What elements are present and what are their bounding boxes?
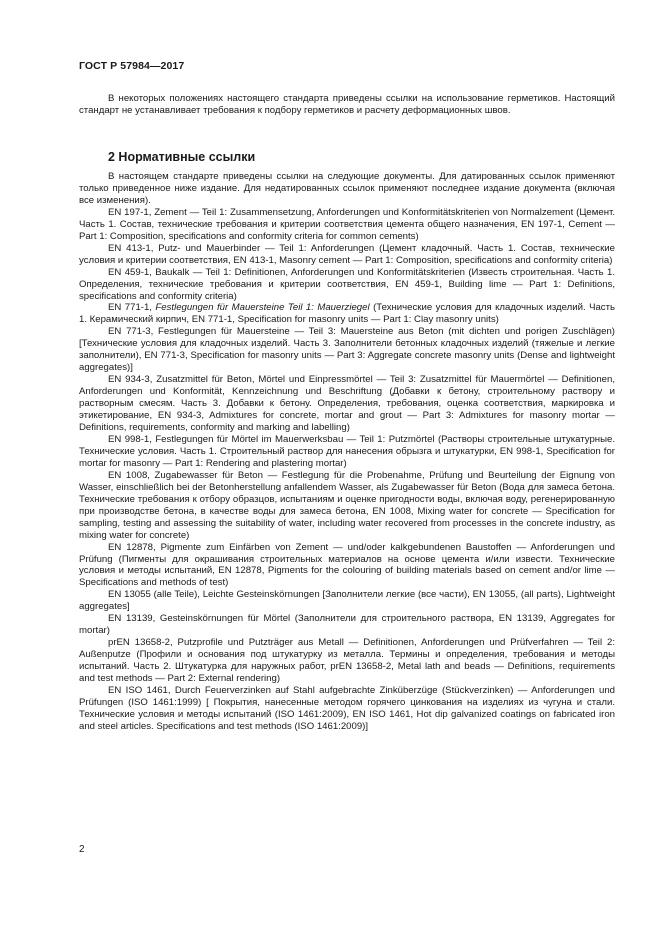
reference-en-iso-1461: EN ISO 1461, Durch Feuerverzinken auf Stahl aufgebrachte Zinküberzüge (Stückverzinken) — Anforderungen und Prüfungen (ISO 1461:1999) [ Покрытия, нанесенные методом горячего цинкования на изделиях из чугуна и стали. Технические условия и методы испытаний (ISO 1461:2009), EN ISO 1461, Hot dip galvanized coatings on fabricated iron and steel articles. Specifications and test methods (ISO 1461:2009)]: [79, 684, 615, 732]
section-body: [79, 171, 615, 733]
reference-en-12878: EN 12878, Pigmente zum Einfärben von Zement — und/oder kalkgebundenen Baustoffen — Anforderungen und Prüfung (Пигменты для окрашивания строительных материалов на основе цемента и/или извести. Технические условия и методы испытаний, EN 12878, Pigments for the colouring of building materials based on cement and/or lime — Specifications and methods of test): [79, 541, 615, 589]
reference-en-771-1-title: Festlegungen für Mauersteine Teil 1: Mauerziegel: [155, 302, 370, 314]
reference-pren-13658-2: prEN 13658-2, Putzprofile und Putzträger aus Metall — Definitionen, Anforderungen und Prüfverfahren — Teil 2: Außenputze (Профили и основания под штукатурку из металла. Термины и определения, требования и методы испытаний. Часть 2. Штукатурка для наружных работ, prEN 13658-2, Metal lath and beads — Definitions, requirements and test methods — Part 2: External rendering): [79, 637, 615, 685]
section-lead-paragraph: В настоящем стандарте приведены ссылки на следующие документы. Для датированных ссылок применяют только приведенное ниже издание. Для недатированных ссылок применяют последнее издание документа (включая все изменения).: [79, 171, 615, 206]
reference-en-771-3: EN 771-3, Festlegungen für Mauersteine — Teil 3: Mauersteine aus Beton (mit dichten und porigen Zuschlägen) [Технические условия для кладочных изделий. Часть 3. Заполнители бетонных кладочных изделий (тяжелые и легкие заполнители), EN 771-3, Specification for masonry units — Part 3: Aggregate concrete masonry units (Dense and lightweight aggregates)]: [79, 326, 615, 374]
reference-en-459-1: EN 459-1, Baukalk — Teil 1: Definitionen, Anforderungen und Konformitätskriterien (Известь строительная. Часть 1. Определения, технические требования и критерии соответствия, EN 459-1, Building lime — Part 1: Definitions, specifications and conformity criteria): [79, 266, 615, 302]
reference-en-934-3: EN 934-3, Zusatzmittel für Beton, Mörtel und Einpressmörtel — Teil 3: Zusatzmittel für Mauermörtel — Definitionen, Anforderungen und Konformität, Kennzeichnung und Beschriftung (Добавки к бетону, строительному раствору и растворным смесям. Часть 3. Добавки к бетону. Определения, требования, оценка соответствия, маркировка и этикетирование, EN 934-3, Admixtures for concrete, mortar and grout — Part 3: Admixtures for masonry mortar — Definitions, requirements, conformity and marking and labelling): [79, 374, 615, 434]
reference-en-771-1-prefix: EN 771-1,: [108, 302, 156, 314]
reference-en-13139: EN 13139, Gesteinskörnungen für Mörtel (Заполнители для строительного раствора, EN 13139, Aggregates for mortar): [79, 613, 615, 637]
reference-en-771-1: [79, 302, 615, 326]
reference-en-413-1: EN 413-1, Putz- und Mauerbinder — Teil 1: Anforderungen (Цемент кладочный. Часть 1. Состав, технические условия и критерии соответствия, EN 413-1, Masonry cement — Part 1: Composition, specifications and conformity criteria): [79, 242, 615, 266]
reference-en-13055: EN 13055 (alle Teile), Leichte Gesteinskörnungen [Заполнители легкие (все части), EN 13055, (all parts), Lightweight aggregates]: [79, 589, 615, 613]
section-title: 2 Нормативные ссылки: [108, 150, 256, 164]
reference-en-771-1-suffix: (Технические условия для кладочных изделий. Часть 1. Керамический кирпич, EN 771-1, Specification for masonry units — Part 1: Clay masonry units): [79, 302, 615, 326]
reference-en-1008: EN 1008, Zugabewasser für Beton — Festlegung für die Probenahme, Prüfung und Beurteilung der Eignung von Wasser, einschließlich bei der Betonherstellung anfallendem Wasser, als Zugabewasser für Beton (Вода для замеса бетона. Технические требования к отбору образцов, испытаниям и оценке пригодности воды, включая воду, регенерированную при производстве бетона, в качестве воды для замеса бетона, EN 1008, Mixing water for concrete — Specification for sampling, testing and assessing the suitability of water, including water recovered from processes in the concrete industry, as mixing water for concrete): [79, 469, 615, 541]
reference-en-197-1: EN 197-1, Zement — Teil 1: Zusammensetzung, Anforderungen und Konformitätskriterien von Normalzement (Цемент. Часть 1. Состав, технические требования и критерии соответствия цемента общего назначения, EN 197-1, Cement — Part 1: Composition, specifications and conformity criteria for common cements): [79, 206, 615, 242]
intro-paragraph: В некоторых положениях настоящего стандарта приведены ссылки на использование герметиков. Настоящий стандарт не устанавливает требования к подбору герметиков и расчету деформационных швов.: [79, 93, 615, 116]
page-number: 2: [79, 844, 85, 855]
reference-en-998-1: EN 998-1, Festlegungen für Mörtel im Mauerwerksbau — Teil 1: Putzmörtel (Растворы строительные штукатурные. Технические условия. Часть 1. Строительный раствор для нанесения обрызга и штукатурки, EN 998-1, Specification for mortar for masonry — Part 1: Rendering and plastering mortar): [79, 433, 615, 469]
document-header: ГОСТ Р 57984—2017: [79, 60, 185, 72]
intro-block: [79, 93, 615, 117]
